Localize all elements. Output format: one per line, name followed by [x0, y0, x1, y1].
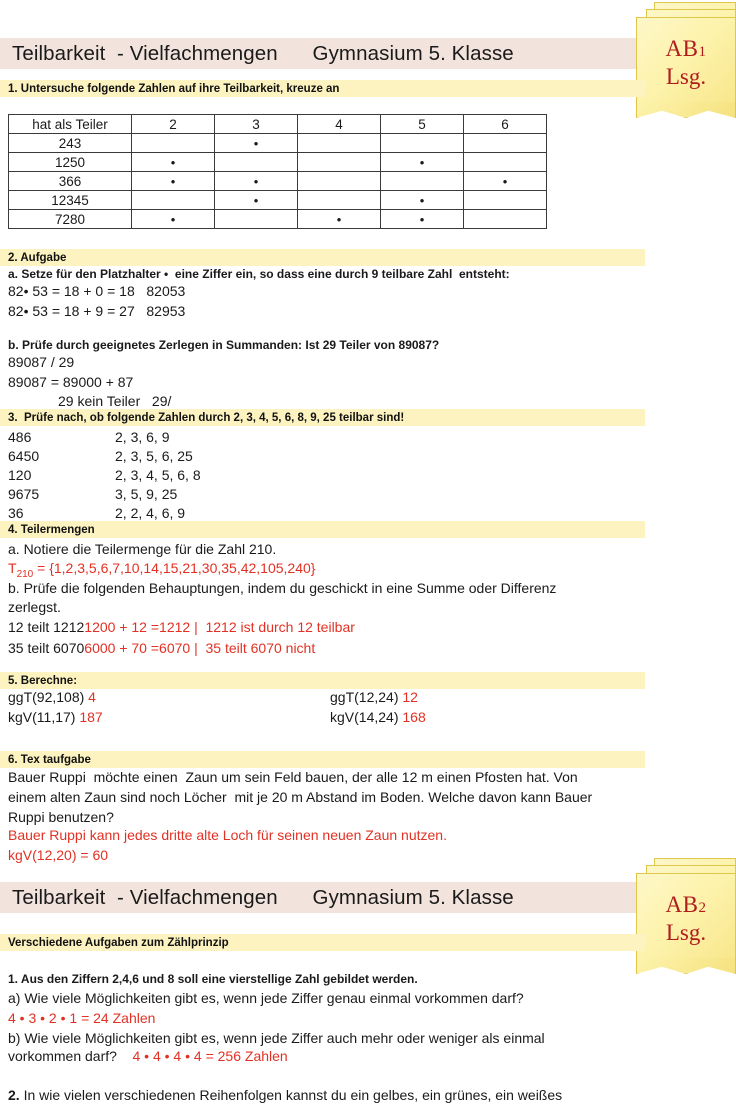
item1-claim: 12 teilt 1212 — [8, 619, 85, 635]
mark-cell[interactable] — [381, 172, 464, 191]
task1-heading: 1. Aus den Ziffern 2,4,6 und 8 soll eine vierstellige Zahl gebildet werden. — [8, 972, 418, 986]
note-ab-number: 1 — [698, 44, 707, 60]
item2-claim: 35 teilt 6070 — [8, 640, 85, 656]
mark-cell[interactable] — [464, 191, 547, 210]
row-label: 12345 — [9, 191, 132, 210]
section2-header-band — [0, 249, 645, 266]
note-sheet-front — [636, 17, 736, 109]
section3-divisors: 3, 5, 9, 25 — [115, 486, 178, 502]
table-row — [9, 134, 547, 153]
mark-cell[interactable] — [464, 210, 547, 229]
table-row — [9, 210, 547, 229]
table-row — [9, 191, 547, 210]
task1-b-question-line1: b) Wie viele Möglichkeiten gibt es, wenn jede Ziffer auch mehr oder weniger als einmal — [8, 1030, 545, 1046]
mark-cell[interactable] — [215, 172, 298, 191]
page2-subheading: Verschiedene Aufgaben zum Zählprinzip — [8, 936, 229, 949]
table-header-row — [9, 115, 547, 134]
section3-divisors: 2, 3, 5, 6, 25 — [115, 448, 193, 464]
row-label: 243 — [9, 134, 132, 153]
task1-a-question: a) Wie viele Möglichkeiten gibt es, wenn jede Ziffer genau einmal vorkommen darf? — [8, 990, 524, 1006]
section4-b-item2 — [8, 641, 315, 655]
section1-heading: 1. Untersuche folgende Zahlen auf ihre Teilbarkeit, kreuze an — [8, 82, 340, 95]
calc-answer-value: 12 — [402, 689, 418, 705]
table-row — [9, 153, 547, 172]
mark-cell[interactable] — [132, 210, 215, 229]
mark-cell[interactable] — [132, 134, 215, 153]
section3-number: 120 — [8, 467, 32, 483]
section6-answer-line2: kgV(12,20) = 60 — [8, 847, 109, 863]
table-header-cell: 6 — [464, 115, 547, 134]
section4-heading: 4. Teilermengen — [8, 523, 95, 536]
row-label: 1250 — [9, 153, 132, 172]
sticky-note-ab2 — [632, 856, 736, 978]
table-header-cell: 2 — [132, 115, 215, 134]
teilermenge-subscript: 210 — [16, 568, 34, 580]
section3-number: 486 — [8, 429, 32, 445]
mark-cell[interactable] — [298, 134, 381, 153]
mark-cell[interactable] — [381, 134, 464, 153]
note-ab-label: AB — [665, 36, 699, 61]
section6-text-line2: einem alten Zaun sind noch Löcher mit je 20 m Abstand im Boden. Welche davon kann Bauer — [8, 789, 593, 805]
task2-number: 2. — [8, 1087, 20, 1103]
row-label: 366 — [9, 172, 132, 191]
calc-answer-value: 187 — [79, 709, 103, 725]
section3-divisors: 2, 3, 6, 9 — [115, 429, 170, 445]
table-header-cell: hat als Teiler — [9, 115, 132, 134]
section3-number: 36 — [8, 505, 24, 521]
section4-header-band — [0, 521, 645, 538]
section3-header-band — [0, 409, 645, 426]
task2-line — [8, 1088, 562, 1102]
section5-left-item — [8, 710, 103, 724]
calc-answer-value: 4 — [88, 689, 96, 705]
page2-title: Teilbarkeit - Vielfachmengen Gymnasium 5. Klasse — [12, 885, 514, 909]
sticky-note-ab1 — [632, 0, 736, 122]
section2-heading: 2. Aufgabe — [8, 251, 67, 264]
mark-cell[interactable] — [132, 172, 215, 191]
section2-b-line3: 29 kein Teiler 29/ — [58, 393, 172, 409]
mark-cell[interactable] — [381, 210, 464, 229]
note-sheet-front — [636, 873, 736, 965]
page1-title: Teilbarkeit - Vielfachmengen Gymnasium 5. Klasse — [12, 41, 514, 65]
mark-cell[interactable] — [215, 210, 298, 229]
section4-a-answer — [8, 561, 315, 580]
calc-label: ggT(92,108) — [8, 689, 85, 705]
section5-left-item — [8, 690, 96, 704]
section6-header-band — [0, 751, 645, 768]
section4-a-text: a. Notiere die Teilermenge für die Zahl 210. — [8, 541, 277, 557]
section1-header-band — [0, 80, 645, 97]
mark-cell[interactable] — [298, 191, 381, 210]
section3-divisors: 2, 3, 4, 5, 6, 8 — [115, 467, 201, 483]
mark-cell[interactable] — [381, 191, 464, 210]
section3-number: 9675 — [8, 486, 40, 502]
mark-cell[interactable] — [298, 172, 381, 191]
page2-title-band — [0, 882, 643, 913]
task1-a-answer: 4 • 3 • 2 • 1 = 24 Zahlen — [8, 1010, 156, 1026]
mark-cell[interactable] — [215, 134, 298, 153]
section6-heading: 6. Tex taufgabe — [8, 753, 91, 766]
section2-b-line1: 89087 / 29 — [8, 354, 75, 370]
section6-answer-line1: Bauer Ruppi kann jedes dritte alte Loch für seinen neuen Zaun nutzen. — [8, 827, 447, 843]
mark-cell[interactable] — [132, 153, 215, 172]
mark-cell[interactable] — [298, 153, 381, 172]
item2-answer: 6000 + 70 =6070 | 35 teilt 6070 nicht — [84, 640, 316, 656]
calc-label: kgV(11,17) — [8, 709, 76, 725]
section3-number: 6450 — [8, 448, 40, 464]
page2-subheading-band — [0, 934, 645, 951]
mark-cell[interactable] — [464, 134, 547, 153]
mark-cell[interactable] — [215, 153, 298, 172]
note-lsg-label: Lsg. — [665, 64, 707, 89]
section4-b-text-line2: zerlegst. — [8, 599, 61, 615]
section6-text-line3: Ruppi benutzen? — [8, 809, 114, 825]
table-row — [9, 172, 547, 191]
row-label: 7280 — [9, 210, 132, 229]
section5-right-item — [330, 710, 426, 724]
task2-text: In wie vielen verschiedenen Reihenfolgen kannst du ein gelbes, ein grünes, ein weißes — [19, 1087, 563, 1103]
page1-title-band — [0, 38, 643, 69]
note-bottom-notch-icon — [636, 958, 736, 974]
table-header-cell: 3 — [215, 115, 298, 134]
section3-heading: 3. Prüfe nach, ob folgende Zahlen durch 2, 3, 4, 5, 6, 8, 9, 25 teilbar sind! — [8, 411, 405, 424]
note-bottom-notch-icon — [636, 102, 736, 118]
mark-cell[interactable] — [298, 210, 381, 229]
divisibility-table — [8, 114, 547, 229]
note-ab-label: AB — [665, 892, 699, 917]
mark-cell[interactable] — [381, 153, 464, 172]
calc-label: ggT(12,24) — [330, 689, 399, 705]
section5-heading: 5. Berechne: — [8, 674, 78, 687]
teilermenge-set: = {1,2,3,5,6,7,10,14,15,21,30,35,42,105,240} — [33, 560, 316, 576]
task1-b-question-tail: vorkommen darf? — [8, 1048, 117, 1064]
section4-b-item1 — [8, 620, 355, 634]
section3-divisors: 2, 2, 4, 6, 9 — [115, 505, 186, 521]
calc-label: kgV(14,24) — [330, 709, 399, 725]
mark-cell[interactable] — [464, 153, 547, 172]
item1-answer: 1200 + 12 =1212 | 1212 ist durch 12 teilbar — [84, 619, 355, 635]
task1-b-answer-value: 4 • 4 • 4 • 4 = 256 Zahlen — [132, 1048, 288, 1064]
note-ab-number: 2 — [698, 900, 707, 916]
mark-cell[interactable] — [464, 172, 547, 191]
task1-b-question-line2 — [8, 1049, 288, 1063]
table-header-cell: 5 — [381, 115, 464, 134]
task1-b-answer — [117, 1048, 133, 1064]
table-header-cell: 4 — [298, 115, 381, 134]
section6-text-line1: Bauer Ruppi möchte einen Zaun um sein Feld bauen, der alle 12 m einen Pfosten hat. Von — [8, 769, 578, 785]
section5-right-item — [330, 690, 418, 704]
section2-a-text: a. Setze für den Platzhalter • eine Ziffer ein, so dass eine durch 9 teilbare Zahl entsteht: — [8, 267, 510, 281]
section2-a-line1: 82• 53 = 18 + 0 = 18 82053 — [8, 283, 186, 299]
section4-b-text-line1: b. Prüfe die folgenden Behauptungen, indem du geschickt in eine Summe oder Differenz — [8, 580, 557, 596]
calc-answer-value: 168 — [402, 709, 426, 725]
section2-b-line2: 89087 = 89000 + 87 — [8, 374, 134, 390]
note-lsg-label: Lsg. — [665, 920, 707, 945]
mark-cell[interactable] — [215, 191, 298, 210]
mark-cell[interactable] — [132, 191, 215, 210]
section5-header-band — [0, 672, 645, 689]
section2-a-line2: 82• 53 = 18 + 9 = 27 82953 — [8, 303, 186, 319]
section2-b-text: b. Prüfe durch geeignetes Zerlegen in Summanden: Ist 29 Teiler von 89087? — [8, 338, 440, 352]
teilermenge-symbol: T — [8, 560, 17, 576]
